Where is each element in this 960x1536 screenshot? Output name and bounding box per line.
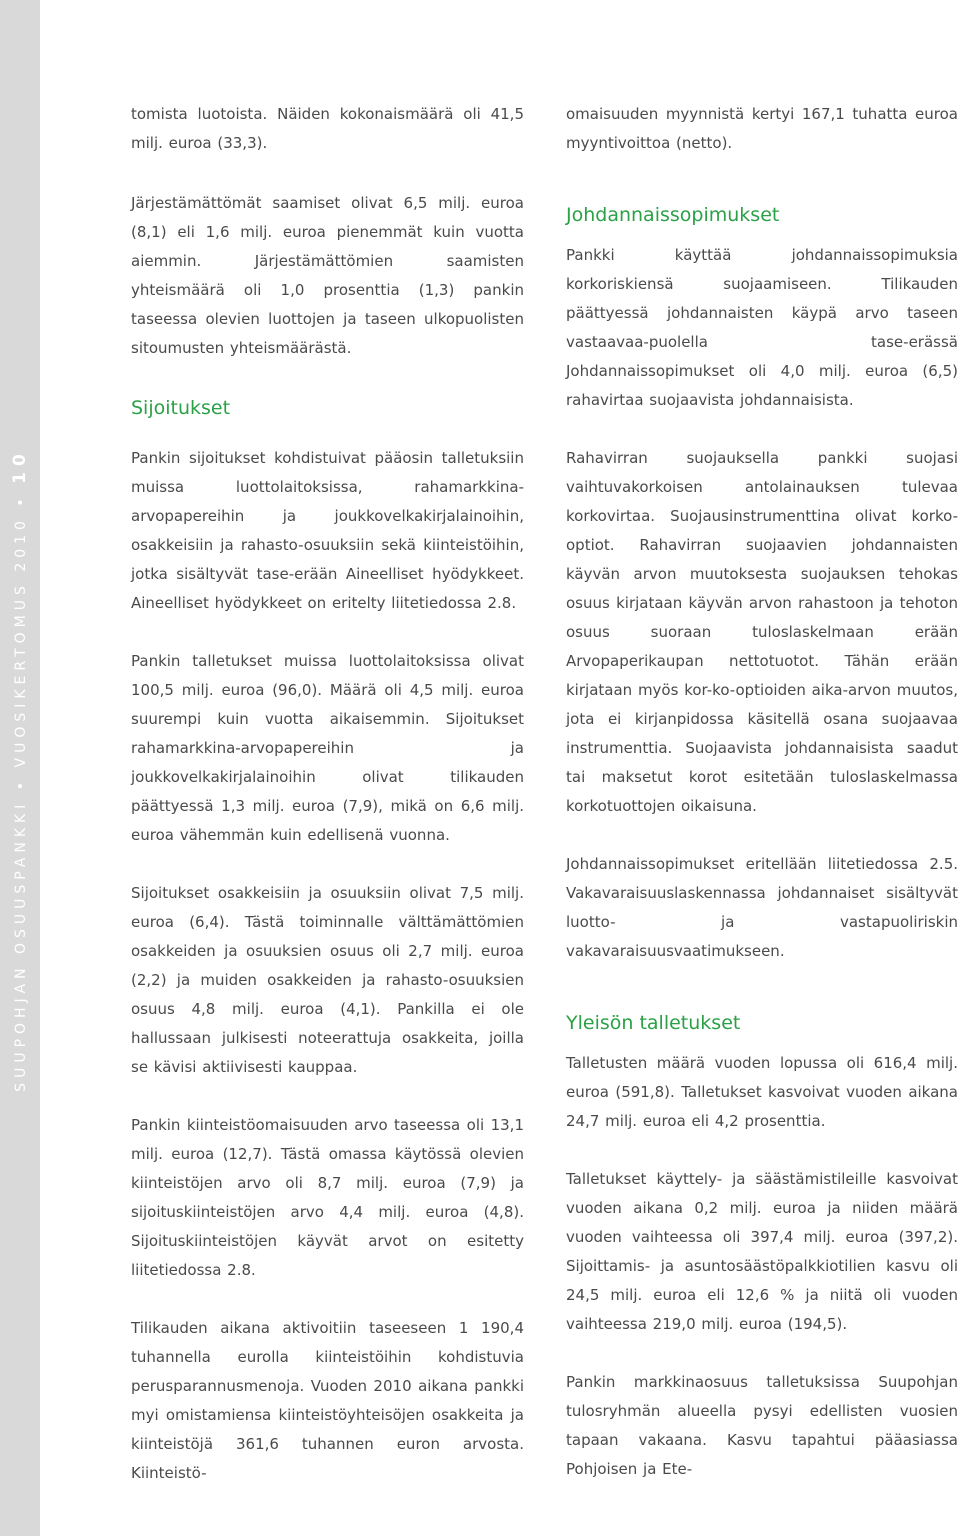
paragraph: Pankin sijoitukset kohdistuivat pääosin talletuksiin muissa luottolaitoksissa, rahamarkkina-arvopapereihin ja joukkovelkakirjalainoihin, osakkeisiin ja rahasto-osuuksiin sekä kiinteistöihin, jotka sisältyvät tase-erään Aineelliset hyödykkeet. Aineelliset hyödykkeet on eritelty liitetiedossa 2.8. [131, 449, 524, 612]
side-band [0, 0, 40, 1536]
paragraph: Pankin talletukset muissa luottolaitoksissa olivat 100,5 milj. euroa (96,0). Määrä oli 4,5 milj. euroa suurempi kuin vuotta aikaisemmin. Sijoitukset rahamarkkina-arvopapereihin ja joukkovelkakirjalainoihin olivat tilikauden päättyessä 1,3 milj. euroa (7,9), mikä on 6,6 milj. euroa vähemmän kuin edellisenä vuonna. [131, 652, 524, 844]
paragraph: Talletukset käyttely- ja säästämistileille kasvoivat vuoden aikana 0,2 milj. euroa ja niiden määrä vuoden vaihteessa oli 397,4 milj. euroa (397,2). Sijoittamis- ja asuntosäästöpalkkiotilien kasvu oli 24,5 milj. euroa eli 12,6 % ja niitä oli vuoden vaihteessa 219,0 milj. euroa (194,5). [566, 1170, 958, 1333]
side-running-header [10, 448, 30, 1092]
side-report-title: VUOSIKERTOMUS 2010 [13, 516, 29, 768]
section-heading-johdannaissopimukset: Johdannaissopimukset [566, 204, 780, 226]
paragraph: Pankki käyttää johdannaissopimuksia korkoriskiensä suojaamiseen. Tilikauden päättyessä johdannaisten käypä arvo taseen vastaavaa-puolella tase-erässä Johdannaissopimukset oli 4,0 milj. euroa (6,5) rahavirtaa suojaavista johdannaisista. [566, 246, 958, 409]
page-number: 10 [10, 448, 30, 484]
side-bullet: • [13, 776, 29, 791]
paragraph: tomista luotoista. Näiden kokonaismäärä oli 41,5 milj. euroa (33,3). [131, 105, 524, 152]
paragraph: Johdannaissopimukset eritellään liitetiedossa 2.5. Vakavaraisuuslaskennassa johdannaiset sisältyvät luotto- ja vastapuoliriskin vakavaraisuusvaatimukseen. [566, 855, 958, 960]
right-column [566, 100, 958, 1484]
paragraph: omaisuuden myynnistä kertyi 167,1 tuhatta euroa myyntivoittoa (netto). [566, 105, 958, 152]
paragraph: Rahavirran suojauksella pankki suojasi vaihtuvakorkoisen antolainauksen tulevaa korkovirtaa. Suojausinstrumenttina olivat korko-optiot. Rahavirran suojaavien johdannaisten käyvän arvon muutoksesta suojauksen tehokas osuus kirjataan käyvän arvon rahastoon ja tehoton osuus suoraan tuloslaskelmaan erään Arvopaperikaupan nettotuotot. Tähän erään kirjataan myös kor-ko-optioiden aika-arvon muutos, jota ei kirjanpidossa käsitellä osana suojaavaa instrumenttia. Suojaavista johdannaisista saadut tai maksetut korot esitetään tuloslaskelmassa korkotuottojen oikaisuna. [566, 449, 958, 815]
left-column [131, 100, 524, 1488]
paragraph: Pankin markkinaosuus talletuksissa Suupohjan tulosryhmän alueella pysyi edellisten vuosien tapaan vakaana. Kasvu tapahtui pääasiassa Pohjoisen ja Ete- [566, 1373, 958, 1478]
side-bullet: • [13, 493, 29, 507]
paragraph: Talletusten määrä vuoden lopussa oli 616,4 milj. euroa (591,8). Talletukset kasvoivat vuoden aikana 24,7 milj. euroa eli 4,2 prosenttia. [566, 1054, 958, 1130]
paragraph: Sijoitukset osakkeisiin ja osuuksiin olivat 7,5 milj. euroa (6,4). Tästä toiminnalle välttämättömien osakkeiden ja osuuksien osuus oli 2,7 milj. euroa (2,2) ja muiden osakkeiden ja rahasto-osuuksien osuus 4,8 milj. euroa (4,1). Pankilla ei ole hallussaan julkisesti noteerattuja osakkeita, joilla se kävisi aktiivisesti kauppaa. [131, 884, 524, 1076]
section-heading-yleison-talletukset: Yleisön talletukset [566, 1012, 741, 1034]
side-brand: SUUPOHJAN OSUUSPANKKI [13, 799, 29, 1092]
section-heading-sijoitukset: Sijoitukset [131, 397, 231, 419]
paragraph: Järjestämättömät saamiset olivat 6,5 milj. euroa (8,1) eli 1,6 milj. euroa pienemmät kuin vuotta aiemmin. Järjestämättömien saamisten yhteismäärä oli 1,0 prosenttia (1,3) pankin taseessa olevien luottojen ja taseen ulkopuolisten sitoumusten yhteismäärästä. [131, 194, 524, 357]
paragraph: Pankin kiinteistöomaisuuden arvo taseessa oli 13,1 milj. euroa (12,7). Tästä omassa käytössä olevien kiinteistöjen arvo oli 8,7 milj. euroa (7,9) ja sijoituskiinteistöjen arvo 4,4 milj. euroa (4,8). Sijoituskiinteistöjen käyvät arvot on esitetty liitetiedossa 2.8. [131, 1116, 524, 1279]
paragraph: Tilikauden aikana aktivoitiin taseeseen 1 190,4 tuhannella eurolla kiinteistöihin kohdistuvia perusparannusmenoja. Vuoden 2010 aikana pankki myi omistamiensa kiinteistöyhteisöjen osakkeita ja kiinteistöjä 361,6 tuhannen euron arvosta. Kiinteistö- [131, 1319, 524, 1482]
